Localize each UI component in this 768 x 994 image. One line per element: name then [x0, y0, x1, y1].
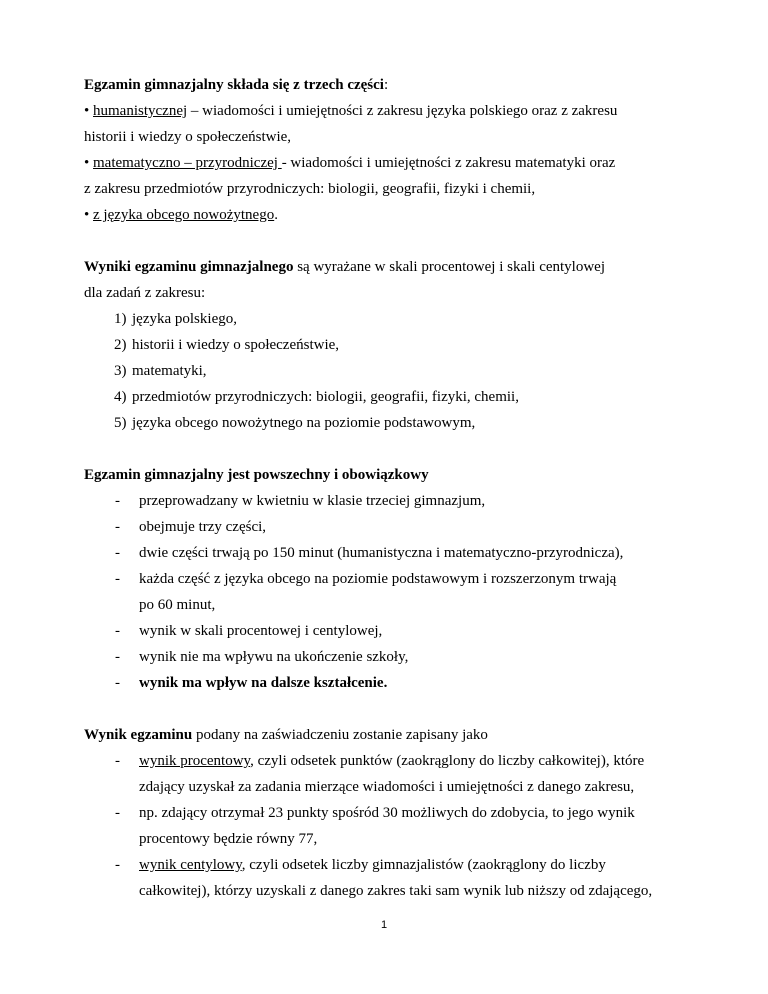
list-item-continuation: historii i wiedzy o społeczeństwie,	[84, 129, 292, 145]
section-title-line: Wyniki egzaminu gimnazjalnego są wyrażane w skali procentowej i skali centylowej	[84, 259, 606, 275]
list-item: 2) historii i wiedzy o społeczeństwie,	[114, 337, 340, 353]
section-exam-parts	[84, 72, 704, 228]
term-centile-result: wynik centylowy	[139, 857, 242, 873]
section-title-line	[84, 462, 704, 488]
section-title-line: Wynik egzaminu podany na zaświadczeniu zostanie zapisany jako	[84, 727, 488, 743]
list-item: - dwie części trwają po 150 minut (humanistyczna i matematyczno-przyrodnicza),	[115, 545, 624, 561]
list-item: 5) języka obcego nowożytnego na poziomie podstawowym,	[114, 415, 476, 431]
document-page	[84, 72, 704, 930]
list-item: - obejmuje trzy części,	[115, 519, 267, 535]
section-title-line: Egzamin gimnazjalny składa się z trzech części:	[84, 77, 389, 93]
list-item-continuation: całkowitej), którzy uzyskali z danego zakres taki sam wynik lub niższy od zdającego,	[139, 883, 653, 899]
list-item-continuation: procentowy będzie równy 77,	[139, 831, 318, 847]
paragraph-continuation: dla zadań z zakresu:	[84, 285, 206, 301]
list-item: 3) matematyki,	[114, 363, 207, 379]
list-item: • z języka obcego nowożytnego.	[84, 207, 278, 223]
section-title: Egzamin gimnazjalny składa się z trzech części	[84, 77, 384, 93]
term-math-science: matematyczno – przyrodniczej	[93, 155, 282, 171]
term-foreign-language: z języka obcego nowożytnego	[93, 207, 275, 223]
list-item: - np. zdający otrzymał 23 punkty spośród 30 możliwych do zdobycia, to jego wynik	[115, 805, 635, 821]
term-humanistic: humanistycznej	[93, 103, 188, 119]
page-number: 1	[380, 919, 388, 931]
list-item: 4) przedmiotów przyrodniczych: biologii, geografii, fizyki, chemii,	[114, 389, 519, 405]
list-item: - wynik centylowy, czyli odsetek liczby gimnazjalistów (zaokrąglony do liczby	[115, 857, 606, 873]
list-item: - wynik procentowy, czyli odsetek punktów (zaokrąglony do liczby całkowitej), które	[115, 753, 645, 769]
section-title: Wynik egzaminu	[84, 727, 193, 743]
list-item: • humanistycznej – wiadomości i umiejętności z zakresu języka polskiego oraz z zakresu	[84, 103, 618, 119]
section-result-format	[84, 722, 704, 904]
section-results	[84, 254, 704, 436]
list-item: - każda część z języka obcego na poziomie podstawowym i rozszerzonym trwają	[115, 571, 617, 587]
list-item: - wynik nie ma wpływu na ukończenie szkoły,	[115, 649, 409, 665]
list-item-continuation: z zakresu przedmiotów przyrodniczych: biologii, geografii, fizyki i chemii,	[84, 181, 536, 197]
section-title: Wyniki egzaminu gimnazjalnego	[84, 259, 294, 275]
term-percent-result: wynik procentowy	[139, 753, 251, 769]
list-item: - wynik w skali procentowej i centylowej,	[115, 623, 383, 639]
section-title: Egzamin gimnazjalny jest powszechny i obowiązkowy	[84, 467, 429, 483]
list-item: - przeprowadzany w kwietniu w klasie trzeciej gimnazjum,	[115, 493, 486, 509]
list-item: 1) języka polskiego,	[114, 311, 237, 327]
list-item-continuation: po 60 minut,	[139, 597, 216, 613]
section-exam-rules	[84, 462, 704, 696]
list-item-continuation: zdający uzyskał za zadania mierzące wiadomości i umiejętności z danego zakresu,	[139, 779, 635, 795]
list-item: • matematyczno – przyrodniczej - wiadomości i umiejętności z zakresu matematyki oraz	[84, 155, 616, 171]
list-item: - wynik ma wpływ na dalsze kształcenie.	[115, 675, 388, 691]
